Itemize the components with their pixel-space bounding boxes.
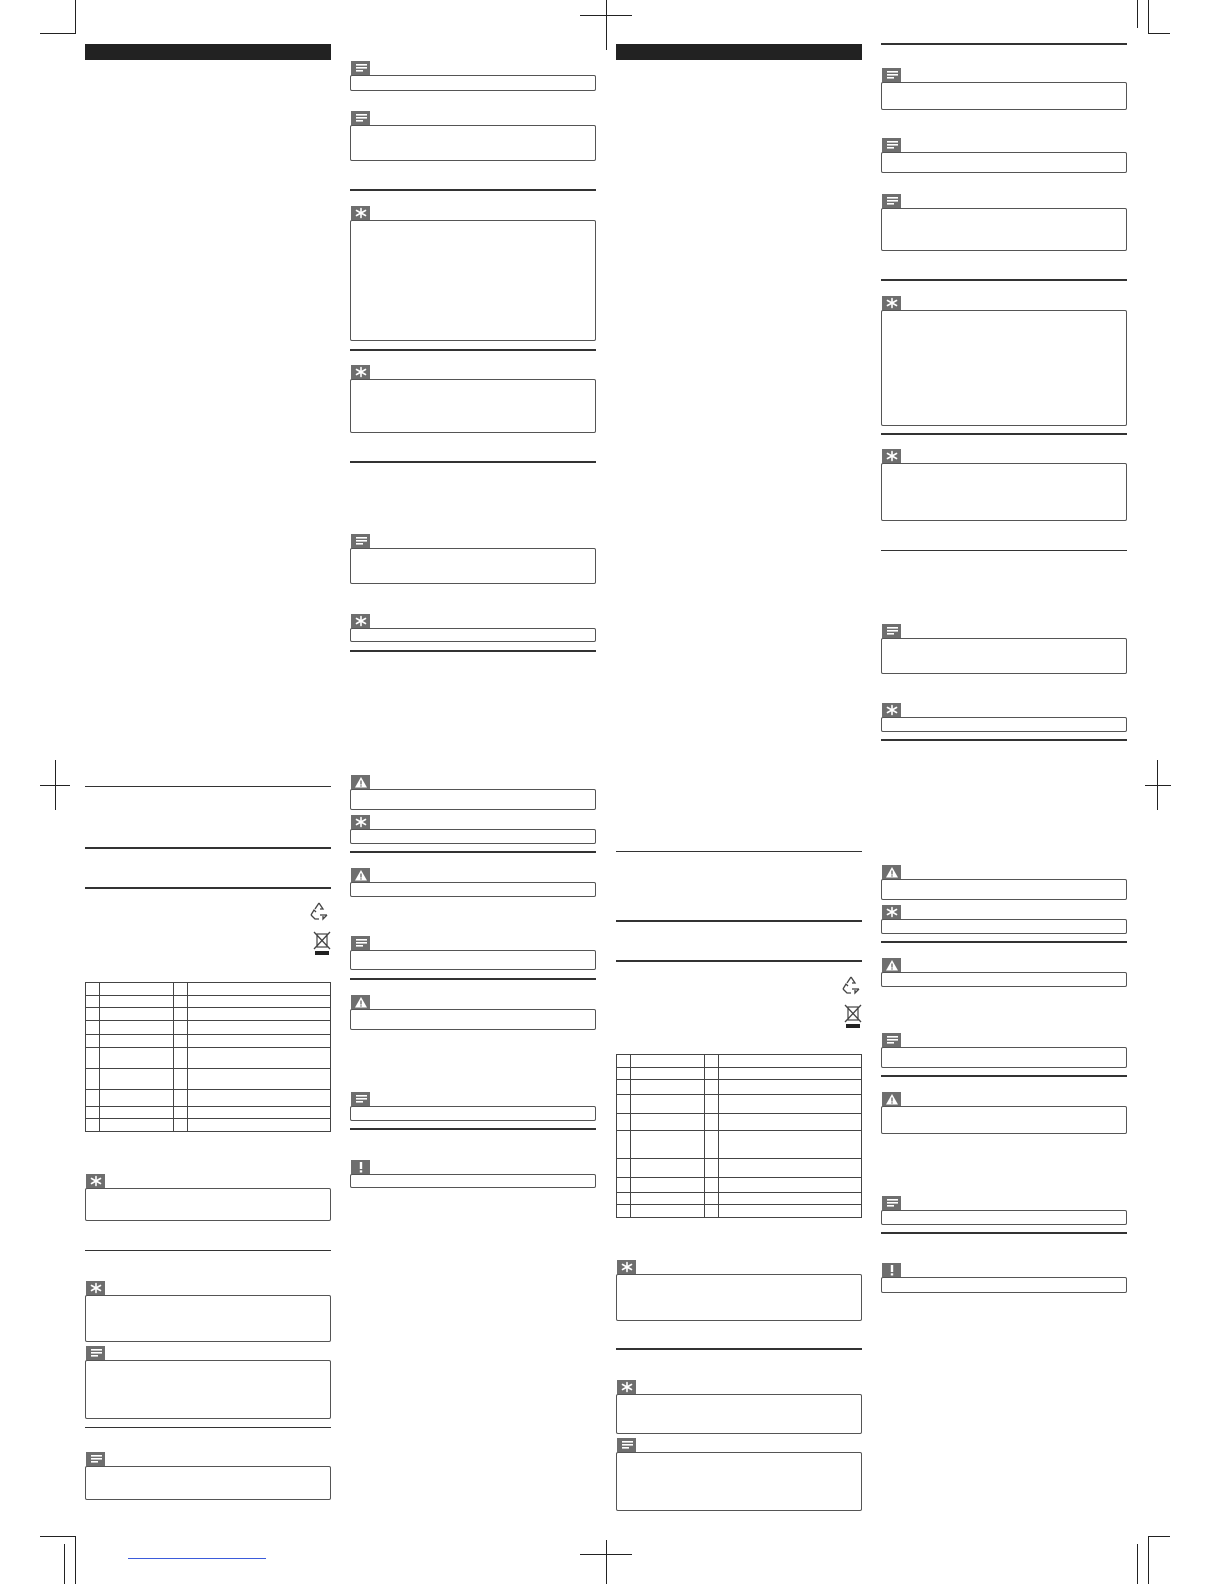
crop-mark <box>75 0 76 33</box>
bottom-link-underline <box>128 1558 266 1559</box>
section-divider <box>881 550 1127 551</box>
section-divider <box>350 650 596 652</box>
warning-triangle-icon <box>351 868 370 882</box>
section-divider <box>85 1250 331 1251</box>
spec-table <box>616 1054 862 1218</box>
note-icon <box>882 138 901 152</box>
section-divider <box>881 433 1127 435</box>
warning-box <box>350 1009 596 1030</box>
section-title-bar <box>616 44 862 60</box>
note-icon <box>351 1092 370 1106</box>
crop-mark <box>64 1544 65 1584</box>
note-box <box>881 208 1127 251</box>
section-divider <box>85 1427 331 1428</box>
section-divider <box>616 1348 862 1350</box>
crop-mark <box>1148 0 1149 33</box>
tip-box <box>85 1295 331 1342</box>
tip-asterisk-icon <box>351 815 370 829</box>
tip-box <box>881 717 1127 732</box>
tip-box <box>350 220 596 341</box>
note-icon <box>351 111 370 125</box>
note-icon <box>617 1438 636 1452</box>
note-icon <box>86 1346 105 1360</box>
note-icon <box>882 624 901 638</box>
note-icon <box>351 534 370 548</box>
section-divider <box>881 1232 1127 1234</box>
note-icon <box>882 1033 901 1047</box>
section-divider <box>881 941 1127 943</box>
section-divider <box>85 887 331 889</box>
crop-mark <box>606 0 607 50</box>
note-icon <box>351 936 370 950</box>
note-box <box>350 75 596 91</box>
tip-asterisk-icon <box>617 1260 636 1274</box>
caution-exclamation-icon <box>882 1263 901 1277</box>
tip-asterisk-icon <box>882 449 901 463</box>
note-box <box>350 950 596 970</box>
crop-mark <box>40 785 70 786</box>
section-divider <box>881 43 1127 45</box>
crop-mark <box>606 1540 607 1584</box>
crop-mark <box>1148 1536 1149 1584</box>
section-divider <box>350 461 596 463</box>
note-box <box>85 1360 331 1419</box>
tip-box <box>350 829 596 844</box>
note-box <box>350 125 596 161</box>
tip-asterisk-icon <box>351 614 370 628</box>
crop-mark <box>1148 33 1170 34</box>
warning-triangle-icon <box>882 1092 901 1106</box>
section-divider <box>350 978 596 980</box>
warning-triangle-icon <box>351 775 370 789</box>
tip-box <box>616 1394 862 1434</box>
tip-asterisk-icon <box>882 905 901 919</box>
crossed-bin-icon <box>843 1003 863 1029</box>
section-divider <box>350 851 596 853</box>
tip-box <box>881 919 1127 934</box>
note-icon <box>882 1196 901 1210</box>
crop-mark <box>40 33 76 34</box>
recycle-icon <box>840 974 862 996</box>
section-divider <box>350 1128 596 1130</box>
note-icon <box>882 68 901 82</box>
note-box <box>881 638 1127 674</box>
warning-box <box>881 972 1127 987</box>
crop-mark <box>1145 785 1171 786</box>
section-divider <box>85 847 331 849</box>
section-divider <box>616 960 862 962</box>
tip-asterisk-icon <box>86 1174 105 1188</box>
note-box <box>350 548 596 584</box>
tip-box <box>85 1188 331 1221</box>
warning-box <box>881 1106 1127 1134</box>
section-divider <box>881 279 1127 281</box>
tip-asterisk-icon <box>351 365 370 379</box>
tip-box <box>616 1274 862 1321</box>
crossed-bin-icon <box>312 930 332 956</box>
note-box <box>350 1106 596 1121</box>
note-box <box>85 1466 331 1500</box>
warning-box <box>881 879 1127 900</box>
crop-mark <box>580 15 632 16</box>
note-box <box>616 1452 862 1511</box>
tip-asterisk-icon <box>882 703 901 717</box>
tip-box <box>881 463 1127 521</box>
section-title-bar <box>85 44 331 60</box>
warning-triangle-icon <box>882 865 901 879</box>
tip-box <box>350 628 596 642</box>
tip-box <box>881 310 1127 426</box>
note-box <box>881 152 1127 173</box>
crop-mark <box>1137 0 1138 28</box>
tip-asterisk-icon <box>882 296 901 310</box>
warning-triangle-icon <box>351 995 370 1009</box>
crop-mark <box>1137 1544 1138 1584</box>
crop-mark <box>40 1536 76 1537</box>
section-divider <box>350 189 596 191</box>
tip-asterisk-icon <box>351 206 370 220</box>
crop-mark <box>580 1554 632 1555</box>
section-divider <box>616 920 862 922</box>
warning-box <box>350 882 596 897</box>
note-box <box>881 1210 1127 1225</box>
note-icon <box>882 194 901 208</box>
note-box <box>881 82 1127 110</box>
section-divider <box>881 1075 1127 1077</box>
tip-box <box>350 379 596 433</box>
note-box <box>881 1047 1127 1068</box>
crop-mark <box>75 1536 76 1584</box>
tip-asterisk-icon <box>86 1281 105 1295</box>
caution-box <box>350 1174 596 1188</box>
section-divider <box>881 739 1127 741</box>
note-icon <box>351 61 370 75</box>
caution-box <box>881 1277 1127 1293</box>
spec-table <box>85 982 331 1132</box>
recycle-icon <box>308 900 330 922</box>
section-divider <box>85 786 331 787</box>
section-divider <box>350 349 596 351</box>
warning-triangle-icon <box>882 958 901 972</box>
warning-box <box>350 789 596 810</box>
section-divider <box>616 851 862 852</box>
note-icon <box>86 1452 105 1466</box>
caution-exclamation-icon <box>351 1160 370 1174</box>
crop-mark <box>1148 1536 1170 1537</box>
tip-asterisk-icon <box>617 1380 636 1394</box>
